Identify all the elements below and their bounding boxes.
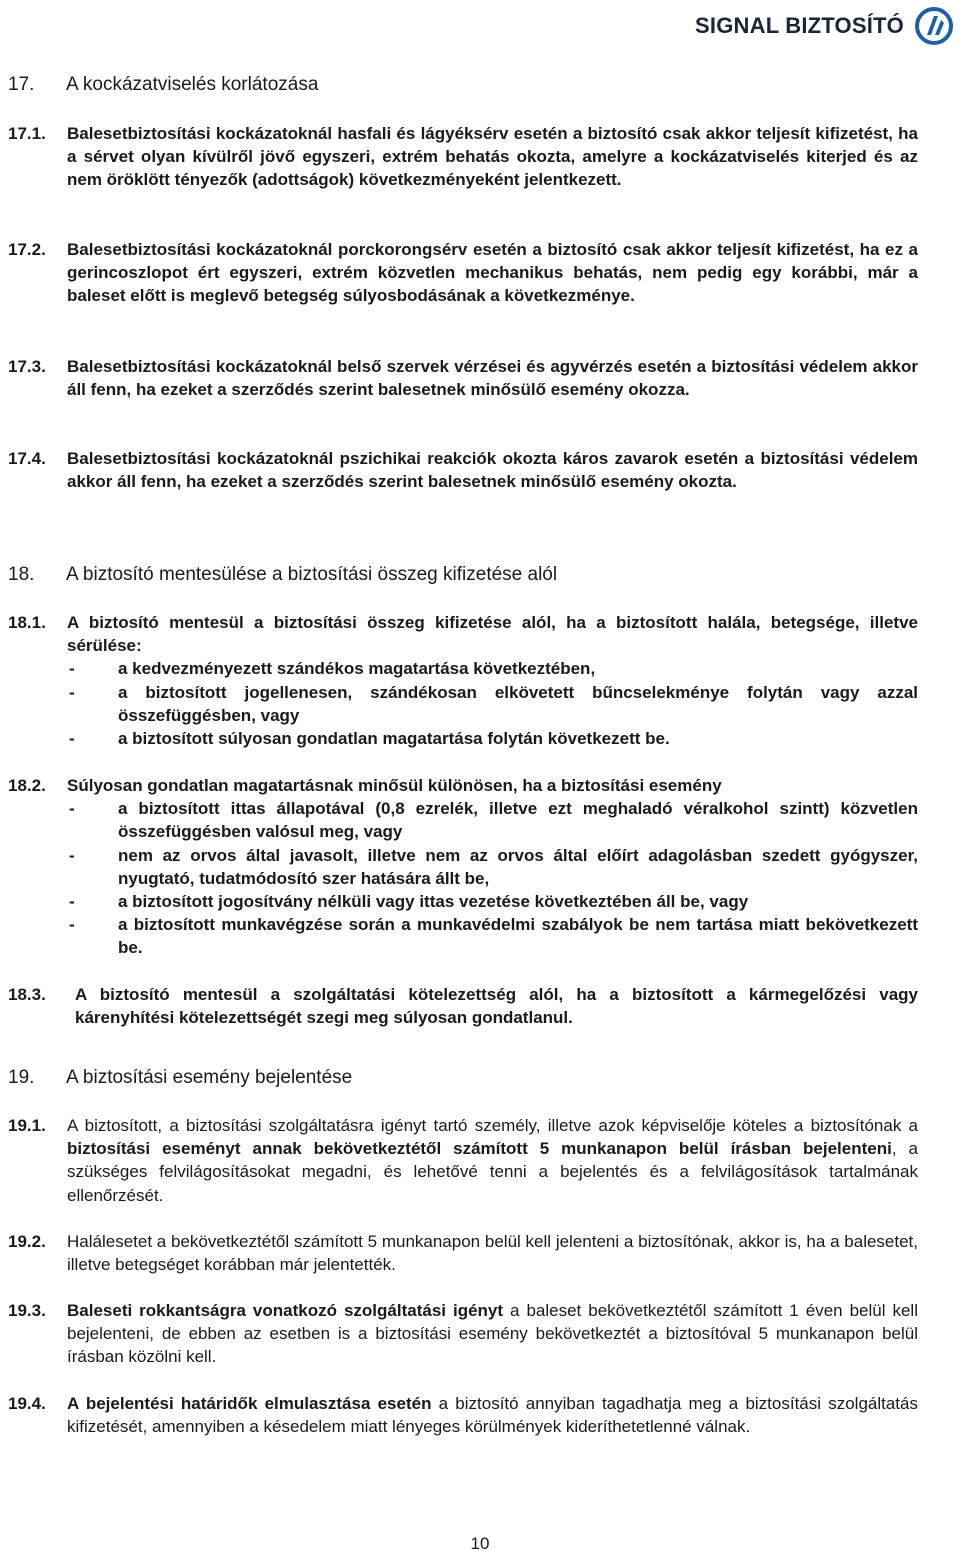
paragraph-text: A biztosító mentesül a biztosítási összeg kifizetése alól, ha a biztosított halála, betegsége, illetve sérülése: <box>67 613 918 656</box>
paragraph-17-3 <box>8 355 918 401</box>
paragraph-number: 19.1. <box>8 1116 46 1135</box>
paragraph-18-3 <box>8 983 918 1029</box>
paragraph-17-2 <box>8 238 918 308</box>
bullet-list <box>67 657 918 750</box>
paragraph-18-2 <box>8 774 918 960</box>
page-number: 10 <box>470 1534 490 1553</box>
section-number: 17. <box>8 74 35 95</box>
paragraph-number: 17.2. <box>8 240 46 259</box>
list-item: - a biztosított súlyosan gondatlan magatartása folytán következett be. <box>67 727 918 750</box>
paragraph-number: 17.3. <box>8 357 46 376</box>
section-18-heading <box>8 564 557 586</box>
section-number: 18. <box>8 564 35 585</box>
paragraph-number: 18.1. <box>8 613 46 632</box>
section-title: A biztosítási esemény bejelentése <box>66 1067 353 1088</box>
brand-logo <box>695 6 954 46</box>
list-item: - a biztosított ittas állapotával (0,8 ezrelék, illetve ezt meghaladó véralkohol szintt) közvetlen összefüggésben valósul meg, vagy <box>67 797 918 843</box>
paragraph-17-4 <box>8 447 918 493</box>
brand-name: SIGNAL BIZTOSÍTÓ <box>695 13 904 38</box>
bullet-list <box>67 797 918 959</box>
paragraph-text <box>67 1114 918 1207</box>
text-run: A biztosított, a biztosítási szolgáltatásra igényt tartó személy, illetve azok képviselője köteles a biztosítónak a <box>67 1116 918 1135</box>
text-run: a biztosító annyiban tagadhatja meg a biztosítási szolgáltatás kifizetését, amennyiben a késedelem miatt lényeges körülmények kideríthetetlenné válnak. <box>67 1394 918 1437</box>
paragraph-number: 19.2. <box>8 1232 46 1251</box>
list-item: - a biztosított jogosítvány nélküli vagy ittas vezetése következtében áll be, vagy <box>67 890 918 913</box>
list-item: - a kedvezményezett szándékos magatartása következtében, <box>67 657 918 680</box>
emphasis-text: A bejelentési határidők elmulasztása esetén <box>67 1394 432 1413</box>
paragraph-19-4 <box>8 1392 918 1438</box>
section-title: A kockázatviselés korlátozása <box>66 74 319 95</box>
paragraph-19-2 <box>8 1230 918 1276</box>
text-run: , a szükséges felvilágosításokat megadni, és lehetővé tenni a bejelentés és a felvilágosítások tartalmának ellenőrzését. <box>67 1139 918 1205</box>
list-item: - nem az orvos által javasolt, illetve nem az orvos által előírt adagolásban szedett gyógyszer, nyugtató, tudatmódosító szer hatására állt be, <box>67 844 918 890</box>
paragraph-19-1 <box>8 1114 918 1207</box>
paragraph-text <box>67 1392 918 1438</box>
paragraph-text: Súlyosan gondatlan magatartásnak minősül különösen, ha a biztosítási esemény <box>67 776 722 795</box>
section-19-heading <box>8 1067 352 1089</box>
paragraph-18-1 <box>8 611 918 750</box>
paragraph-text: Balesetbiztosítási kockázatoknál porckorongsérv esetén a biztosító csak akkor teljesít kifizetést, ha ez a gerincoszlopot ért egyszeri, extrém közvetlen mechanikus behatás, nem pedig egy korábbi, már a baleset előtt is meglevő betegség súlyosbodásának a következménye. <box>67 240 918 306</box>
paragraph-number: 18.3. <box>8 985 46 1004</box>
paragraph-number: 18.2. <box>8 776 46 795</box>
paragraph-text <box>67 1299 918 1369</box>
section-title: A biztosító mentesülése a biztosítási összeg kifizetése alól <box>66 564 558 585</box>
paragraph-number: 17.1. <box>8 124 46 143</box>
paragraph-number: 17.4. <box>8 449 46 468</box>
paragraph-text: A biztosító mentesül a szolgáltatási kötelezettség alól, ha a biztosított a kármegelőzési vagy kárenyhítési kötelezettségét szegi meg súlyosan gondatlanul. <box>75 985 918 1028</box>
emphasis-text: Baleseti rokkantságra vonatkozó szolgáltatási igényt <box>67 1301 504 1320</box>
section-number: 19. <box>8 1067 35 1088</box>
paragraph-19-3 <box>8 1299 918 1369</box>
paragraph-17-1 <box>8 122 918 192</box>
signal-logo-icon <box>914 6 954 46</box>
text-run: a baleset bekövetkeztétől számított 1 éven belül kell bejelenteni, de ebben az esetben is a biztosítási esemény bekövetkeztét a biztosítóval 5 munkanapon belül írásban közölni kell. <box>67 1301 918 1367</box>
paragraph-text: Halálesetet a bekövetkeztétől számított 5 munkanapon belül kell jelenteni a biztosítónak, akkor is, ha a balesetet, illetve betegséget korábban már jelentették. <box>67 1232 918 1275</box>
emphasis-text: biztosítási eseményt annak bekövetkeztétől számított 5 munkanapon belül írásban bejelenteni <box>67 1139 892 1159</box>
section-17-heading <box>8 74 318 96</box>
list-item: - a biztosított jogellenesen, szándékosan elkövetett bűncselekménye folytán vagy azzal összefüggésben, vagy <box>67 681 918 727</box>
paragraph-text: Balesetbiztosítási kockázatoknál belső szervek vérzései és agyvérzés esetén a biztosítási védelem akkor áll fenn, ha ezeket a szerződés szerint balesetnek minősülő esemény okozza. <box>67 357 918 400</box>
paragraph-text: Balesetbiztosítási kockázatoknál pszichikai reakciók okozta káros zavarok esetén a biztosítási védelem akkor áll fenn, ha ezeket a szerződés szerint balesetnek minősülő esemény okozta. <box>67 449 918 492</box>
paragraph-number: 19.4. <box>8 1394 46 1413</box>
paragraph-number: 19.3. <box>8 1301 46 1320</box>
paragraph-text: Balesetbiztosítási kockázatoknál hasfali és lágyéksérv esetén a biztosító csak akkor teljesít kifizetést, ha a sérvet olyan kívülről jövő egyszeri, extrém behatás okozta, amelyre a kockázatviselés kiterjed és az nem öröklött tényezők (adottságok) következményeként jelentkezett. <box>67 124 918 190</box>
list-item: - a biztosított munkavégzése során a munkavédelmi szabályok be nem tartása miatt bekövetkezett be. <box>67 913 918 959</box>
